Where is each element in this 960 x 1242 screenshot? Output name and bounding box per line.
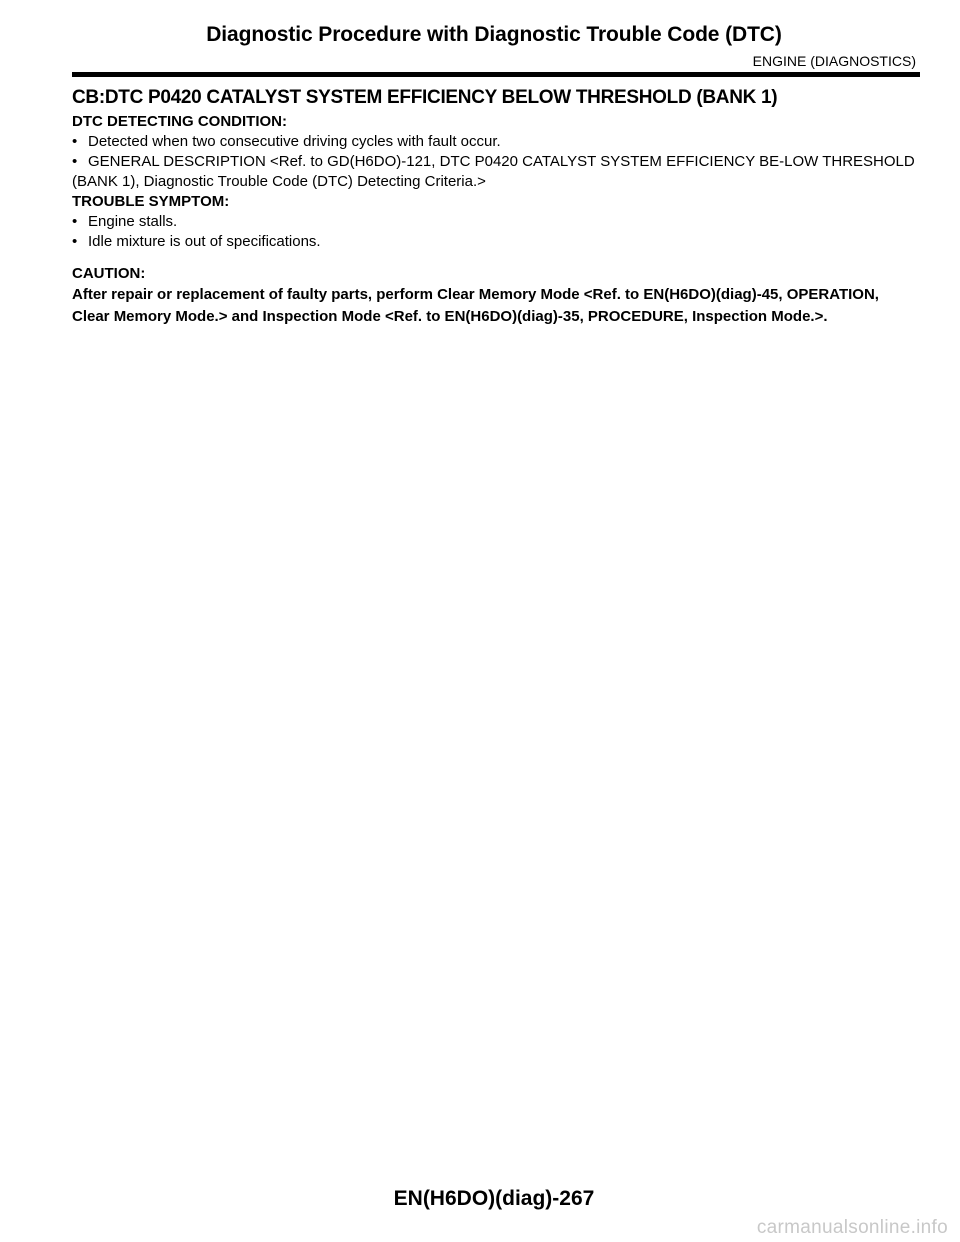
dtc-content	[72, 86, 916, 328]
list-item-text: Detected when two consecutive driving cycles with fault occur.	[88, 133, 501, 150]
spacer	[72, 252, 916, 264]
bullet-icon: •	[72, 213, 78, 230]
trouble-symptom-label: TROUBLE SYMPTOM:	[72, 193, 230, 210]
detecting-condition-label: DTC DETECTING CONDITION:	[72, 113, 287, 130]
bullet-icon: •	[72, 233, 78, 250]
bullet-icon: •	[72, 133, 78, 150]
list-item	[72, 212, 916, 232]
list-item	[72, 152, 916, 192]
section-name: ENGINE (DIAGNOSTICS)	[752, 53, 916, 69]
list-item	[72, 132, 916, 152]
page-header	[72, 22, 916, 70]
dtc-title: CB:DTC P0420 CATALYST SYSTEM EFFICIENCY BELOW THRESHOLD (BANK 1)	[72, 87, 778, 108]
list-item-text: Idle mixture is out of specifications.	[88, 233, 321, 250]
caution-label: CAUTION:	[72, 265, 146, 282]
list-item-text: GENERAL DESCRIPTION <Ref. to GD(H6DO)-121, DTC P0420 CATALYST SYSTEM EFFICIENCY BE-LOW THRESHOLD (BANK 1), Diagnostic Trouble Code (DTC) Detecting Criteria.>	[72, 153, 915, 190]
header-divider	[72, 72, 920, 77]
caution-text: After repair or replacement of faulty parts, perform Clear Memory Mode <Ref. to EN(H6DO)(diag)-45, OPERATION, Clear Memory Mode.> and Inspection Mode <Ref. to EN(H6DO)(diag)-35, PROCEDURE, Inspection Mode.>.	[72, 286, 879, 325]
page-title: Diagnostic Procedure with Diagnostic Trouble Code (DTC)	[206, 23, 782, 46]
list-item	[72, 232, 916, 252]
watermark: carmanualsonline.info	[756, 1217, 948, 1238]
page-number: EN(H6DO)(diag)-267	[393, 1187, 595, 1210]
list-item-text: Engine stalls.	[88, 213, 178, 230]
bullet-icon: •	[72, 153, 78, 170]
